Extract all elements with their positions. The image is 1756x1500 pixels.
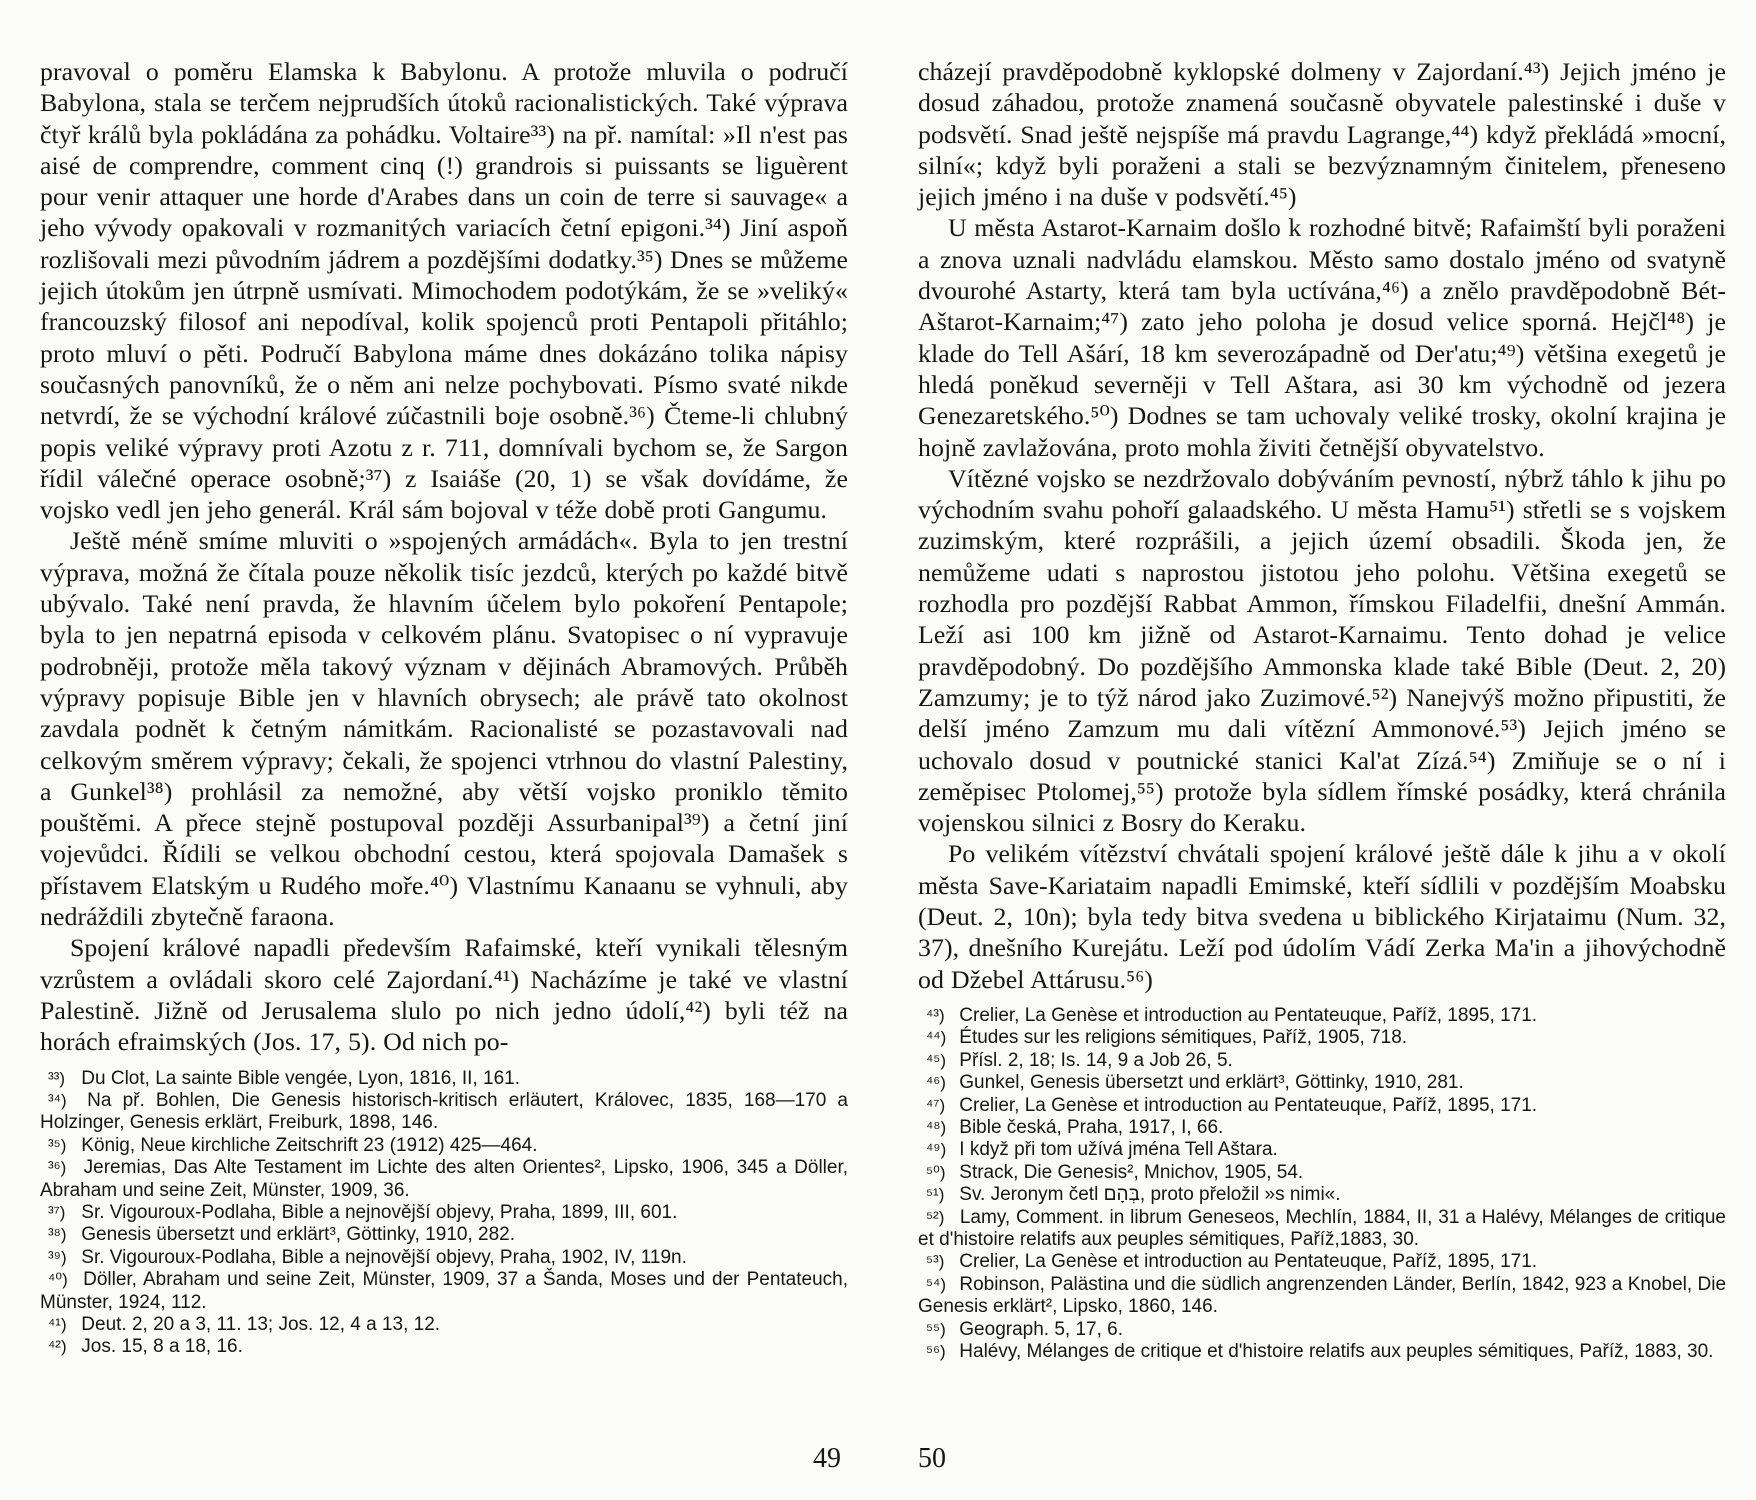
paragraph: Po velikém vítězství chvátali spojení králové ještě dále k jihu a v okolí města Save-Kariataim napadli Emimské, kteří sídlili v pozdějším Moabsku (Deut. 2, 10n); byla tedy bitva svedena u biblického Kirjataimu (Num. 32, 37), dnešního Kurejátu. Leží pod údolím Vádí Zerka Ma'in a jihovýchodně od Džebel Attárusu.⁵⁶) (918, 839, 1726, 994)
footnote-marker: ⁵⁶) (926, 1342, 946, 1361)
footnote-marker: ⁴⁵) (926, 1050, 947, 1070)
footnote-text: Döller, Abraham und seine Zeit, Münster, 1909, 37 a Šanda, Moses und der Pentateuch, Münster, 1924, 112. (40, 1269, 849, 1313)
footnote (40, 1247, 848, 1269)
footnote-text: Jeremias, Das Alte Testament im Lichte des alten Orientes², Lipsko, 1906, 345 a Döller, Abraham und seine Zeit, Münster, 1909, 36. (40, 1157, 849, 1201)
footnote (40, 1314, 848, 1336)
footnotes (918, 1005, 1726, 1364)
footnote-text: Crelier, La Genèse et introduction au Pentateuque, Paříž, 1895, 171. (959, 1251, 1538, 1273)
footnote (918, 1005, 1726, 1027)
footnotes (40, 1068, 848, 1359)
footnote-text: Études sur les religions sémitiques, Paříž, 1905, 718. (959, 1027, 1408, 1049)
footnote-marker: ⁵⁰) (926, 1162, 946, 1182)
body-text (40, 56, 848, 1058)
paragraph: Vítězné vojsko se nezdržovalo dobýváním pevností, nýbrž táhlo k jihu po východním svahu pohoří galaadského. U města Hamu⁵¹) střetli se s vojskem zuzimským, které rozprášili, a jejich území obsadili. Škoda jen, že nemůžeme udati s naprostou jistotou jeho polohu. Většina exegetů se rozhodla pro pozdější Rabbat Ammon, římskou Filadelfii, dnešní Ammán. Leží asi 100 km jižně od Astarot-Karnaimu. Tento dohad je velice pravděpodobný. Do pozdějšího Ammonska klade také Bible (Deut. 2, 20) Zamzumy; je to týž národ jako Zuzimové.⁵²) Nanejvýš možno připustiti, že delší jméno Zamzum mu dali vítězní Ammonové.⁵³) Jejich jméno se uchovalo dosud v poutnické stanici Kal'at Zízá.⁵⁴) Zmiňuje se o ní i zeměpisec Ptolomej,⁵⁵) protože byla sídlem římské posádky, která chránila vojenskou silnici z Bosry do Keraku. (918, 463, 1726, 838)
footnote-text: I když při tom užívá jména Tell Aštara. (959, 1139, 1278, 1161)
footnote-marker: ³⁶) (48, 1158, 67, 1178)
footnote-marker: ⁴³) (926, 1005, 945, 1025)
footnote-marker: ⁴⁹) (926, 1140, 947, 1160)
footnote (40, 1336, 848, 1358)
left-page (40, 56, 848, 1359)
right-page (918, 56, 1726, 1363)
footnote-text: Sv. Jeronym četl בְּהָם, proto přeložil »s nimi«. (959, 1184, 1341, 1206)
footnote (918, 1027, 1726, 1049)
footnote (40, 1068, 848, 1090)
footnote-marker: ⁴⁷) (926, 1095, 946, 1115)
paragraph: cházejí pravděpodobně kyklopské dolmeny v Zajordaní.⁴³) Jejich jméno je dosud záhadou, protože znamená současně obyvatele palestinské i duše v podsvětí. Snad ještě nejspíše má pravdu Lagrange,⁴⁴) když překládá »mocní, silní«; když byli poraženi a stali se bezvýznamným činitelem, přeneseno jejich jméno i na duše v podsvětí.⁴⁵) (918, 57, 1726, 212)
footnote-marker: ⁴²) (48, 1337, 67, 1357)
page-number: 50 (918, 1443, 946, 1474)
footnote-text: Genesis übersetzt und erklärt³, Göttinky, 1910, 282. (81, 1224, 515, 1246)
footnote (40, 1224, 848, 1246)
footnote (918, 1184, 1726, 1206)
footnote-marker: ⁵²) (926, 1207, 945, 1227)
paragraph: Ještě méně smíme mluviti o »spojených armádách«. Byla to jen trestní výprava, možná že čítala pouze několik tisíc jezdců, kterých po každé bitvě ubývalo. Také není pravda, že hlavním účelem bylo pokoření Pentapole; byla to jen nepatrná episoda v celkovém plánu. Svatopisec o ní vypravuje podrobněji, protože měla takový význam v dějinách Abramových. Průběh výpravy popisuje Bible jen v hlavních obrysech; ale právě tato okolnost zavdala podnět k četným námitkám. Racionalisté se pozastavovali nad celkovým směrem výpravy; čekali, že spojenci vtrhnou do vlastní Palestiny, a Gunkel³⁸) prohlásil za nemožné, aby větší vojsko proniklo těmito pouštěmi. A přece stejně postupoval později Assurbanipal³⁹) a četní jiní vojevůdci. Řídili se velkou obchodní cestou, která spojovala Damašek s přístavem Elatským u Rudého moře.⁴⁰) Vlastnímu Kanaanu se vyhnuli, aby nedráždili zbytečně faraona. (40, 526, 848, 932)
footnote-marker: ³⁵) (48, 1135, 67, 1155)
footnote (918, 1251, 1726, 1273)
body-text (918, 56, 1726, 995)
footnote-text: König, Neue kirchliche Zeitschrift 23 (1912) 425—464. (81, 1134, 538, 1156)
footnote-text: Přísl. 2, 18; Is. 14, 9 a Job 26, 5. (959, 1049, 1233, 1071)
footnote-text: Strack, Die Genesis², Mnichov, 1905, 54. (959, 1161, 1304, 1183)
footnote-marker: ⁴⁰) (48, 1270, 68, 1290)
footnote-marker: ³⁸) (48, 1225, 67, 1245)
footnote (918, 1117, 1726, 1139)
footnote-text: Deut. 2, 20 a 3, 11. 13; Jos. 12, 4 a 13, 12. (81, 1313, 441, 1335)
footnote (40, 1135, 848, 1157)
footnote-marker: ³⁹) (48, 1247, 67, 1267)
paragraph: U města Astarot-Karnaim došlo k rozhodné bitvě; Rafaimští byli poraženi a znova uznali nadvládu elamskou. Město samo dostalo jméno od svatyně dvourohé Astarty, která tam byla uctívána,⁴⁶) a znělo pravděpodobně Bét-Aštarot-Karnaim;⁴⁷) zato jeho poloha je dosud velice sporná. Hejčl⁴⁸) je klade do Tell Ašárí, 18 km severozápadně od Der'atu;⁴⁹) většina exegetů je hledá poněkud severněji v Tell Aštara, asi 30 km východně od jezera Genezaretského.⁵⁰) Dodnes se tam uchovaly veliké trosky, okolní krajina je hojně zavlažována, proto mohla živiti četnější obyvatelstvo. (918, 213, 1726, 462)
footnote-text: Lamy, Comment. in librum Geneseos, Mechlín, 1884, II, 31 a Halévy, Mélanges de critique et d'histoire relatifs aux peuples sémitiques, Paříž,1883, 30. (918, 1206, 1726, 1250)
footnote-text: Na př. Bohlen, Die Genesis historisch-kritisch erläutert, Královec, 1835, 168—170 a Holzinger, Genesis erklärt, Freiburk, 1898, 146. (40, 1089, 848, 1134)
footnote-marker: ³⁴) (48, 1090, 67, 1110)
footnote (918, 1162, 1726, 1184)
footnote-text: Crelier, La Genèse et introduction au Pentateuque, Paříž, 1895, 171. (959, 1094, 1538, 1116)
footnote-text: Du Clot, La sainte Bible vengée, Lyon, 1816, II, 161. (81, 1067, 520, 1089)
footnote (40, 1157, 848, 1202)
footnote-text: Robinson, Palästina und die südlich angrenzenden Länder, Berlín, 1842, 923 a Knobel, Die Genesis erklärt², Lipsko, 1860, 146. (918, 1273, 1727, 1318)
footnote-text: Sr. Vigouroux-Podlaha, Bible a nejnovější objevy, Praha, 1902, IV, 119n. (81, 1246, 687, 1268)
footnote-text: Crelier, La Genèse et introduction au Pentateuque, Paříž, 1895, 171. (959, 1004, 1538, 1026)
footnote (918, 1050, 1726, 1072)
footnote-marker: ³³) (48, 1068, 65, 1088)
footnote (40, 1202, 848, 1224)
footnote (918, 1341, 1726, 1363)
footnote (40, 1269, 848, 1314)
footnote-marker: ⁵⁴) (926, 1274, 947, 1294)
page-number: 49 (813, 1443, 841, 1474)
footnote-marker: ⁵¹) (926, 1185, 945, 1205)
footnote (40, 1090, 848, 1135)
footnote-marker: ⁵³) (926, 1252, 945, 1272)
footnote-text: Gunkel, Genesis übersetzt und erklärt³, Göttinky, 1910, 281. (959, 1072, 1464, 1094)
footnote-marker: ⁴⁴) (926, 1028, 947, 1048)
footnote-text: Geograph. 5, 17, 6. (959, 1318, 1124, 1340)
footnote-text: Jos. 15, 8 a 18, 16. (81, 1336, 243, 1358)
footnote-text: Halévy, Mélanges de critique et d'histoire relatifs aux peuples sémitiques, Paříž, 1883, 30. (959, 1341, 1714, 1362)
footnote (918, 1072, 1726, 1094)
footnote (918, 1095, 1726, 1117)
footnote-marker: ⁴¹) (48, 1314, 67, 1334)
paragraph: pravoval o poměru Elamska k Babylonu. A protože mluvila o područí Babylona, stala se terčem nejprudších útoků racionalistických. Také výprava čtyř králů byla pokládána za pohádku. Voltaire³³) na př. namítal: »Il n'est pas aisé de comprendre, comment cinq (!) grandrois si puissants se liguèrent pour venir attaquer une horde d'Arabes dans un coin de terre si sauvage« a jeho vývody opakovali v rozmanitých variacích četní epigoni.³⁴) Jiní aspoň rozlišovali mezi původním jádrem a pozdějšími dodatky.³⁵) Dnes se můžeme jejich útokům jen útrpně usmívati. Mimochodem podotýkám, že se »veliký« francouzský filosof ani nepodíval, kolik spojenců proti Pentapoli přitáhlo; proto mluví o pěti. Područí Babylona máme dnes dokázáno tolika nápisy současných panovníků, že o něm ani nelze pochybovati. Písmo svaté nikde netvrdí, že se východní králové zúčastnili boje osobně.³⁶) Čteme-li chlubný popis veliké výpravy proti Azotu z r. 711, domnívali bychom se, že Sargon řídil válečné operace osobně;³⁷) z Isaiáše (20, 1) se však dovídáme, že vojsko vedl jen jeho generál. Král sám bojoval v téže době proti Gangumu. (40, 57, 848, 525)
footnote (918, 1207, 1726, 1252)
footnote (918, 1139, 1726, 1161)
footnote (918, 1319, 1726, 1341)
paragraph: Spojení králové napadli především Rafaimské, kteří vynikali tělesným vzrůstem a ovládali skoro celé Zajordaní.⁴¹) Nacházíme je také ve vlastní Palestině. Jižně od Jerusalema slulo po nich jedno údolí,⁴²) byli též na horách efraimských (Jos. 17, 5). Od nich po- (40, 933, 848, 1057)
footnote-marker: ³⁷) (48, 1202, 66, 1222)
footnote-marker: ⁵⁵) (926, 1319, 946, 1339)
footnote (918, 1274, 1726, 1319)
footnote-marker: ⁴⁶) (926, 1073, 946, 1093)
footnote-text: Bible česká, Praha, 1917, I, 66. (959, 1116, 1224, 1138)
footnote-text: Sr. Vigouroux-Podlaha, Bible a nejnovější objevy, Praha, 1899, III, 601. (81, 1201, 678, 1223)
footnote-marker: ⁴⁸) (926, 1117, 947, 1137)
